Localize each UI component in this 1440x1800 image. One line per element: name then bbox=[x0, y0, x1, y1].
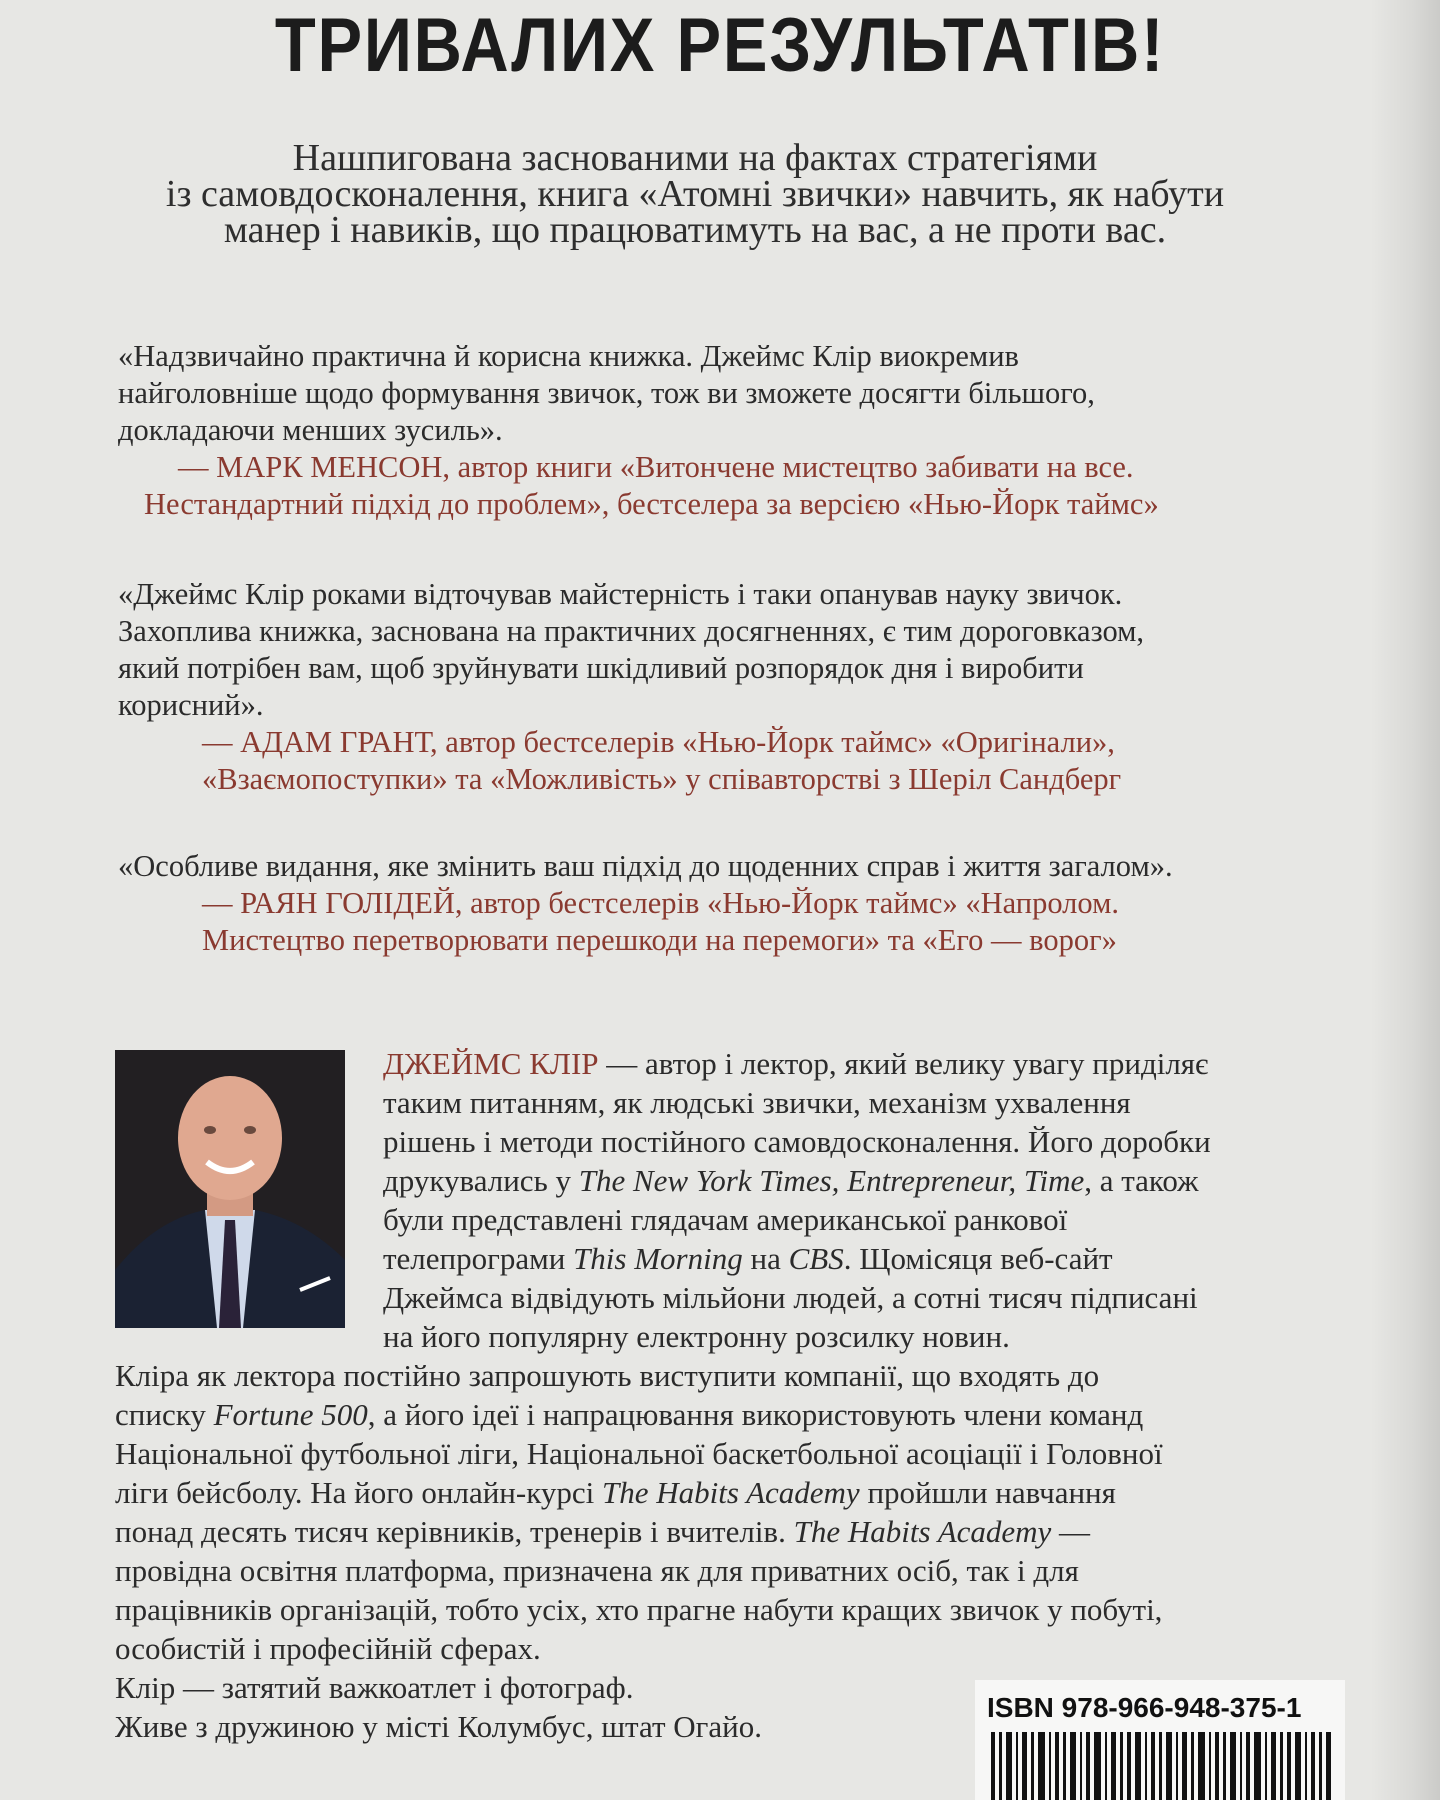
bio-italic-text: This Morning bbox=[573, 1241, 743, 1276]
quote-line: Захоплива книжка, заснована на практичних досягненнях, є тим дороговказом, bbox=[118, 614, 1145, 648]
bio-line: Національної футбольної ліги, Національної баскетбольної асоціації і Головної bbox=[115, 1436, 1163, 1471]
bio-text: на bbox=[742, 1241, 789, 1276]
bio-line bbox=[115, 1395, 1345, 1434]
quote-line: «Джеймс Клір роками відточував майстерність і таки опанував науку звичок. bbox=[118, 577, 1123, 611]
bio-text: , а його ідеї і напрацювання використовують члени команд bbox=[367, 1397, 1144, 1432]
quote-attribution: «Взаємопоступки» та «Можливість» у співавторстві з Шеріл Сандберг bbox=[202, 762, 1122, 796]
bio-text: — автор і лектор, який велику увагу приділяє bbox=[598, 1046, 1209, 1081]
review-quote-manson bbox=[118, 338, 1338, 523]
bio-italic-text: Fortune 500 bbox=[213, 1397, 368, 1432]
bio-line: провідна освітня платформа, призначена як для приватних осіб, так і для bbox=[115, 1553, 1079, 1588]
intro-line: із самовдосконалення, книга «Атомні звички» навчить, як набути bbox=[165, 173, 1225, 215]
bio-line: були представлені глядачам американської ранкової bbox=[383, 1202, 1068, 1237]
bio-line bbox=[115, 1044, 1345, 1083]
bio-line bbox=[115, 1239, 1345, 1278]
bio-line: таким питанням, як людські звички, механізм ухвалення bbox=[383, 1085, 1131, 1120]
bio-line: Джеймса відвідують мільйони людей, а сотні тисяч підписані bbox=[383, 1280, 1198, 1315]
quote-line: «Особливе видання, яке змінить ваш підхід до щоденних справ і життя загалом». bbox=[118, 849, 1173, 883]
quote-attribution: — РАЯН ГОЛІДЕЙ, автор бестселерів «Нью-Йорк таймс» «Напролом. bbox=[202, 886, 1119, 920]
quote-attribution: — АДАМ ГРАНТ, автор бестселерів «Нью-Йорк таймс» «Оригінали», bbox=[202, 725, 1115, 759]
bio-text: , а також bbox=[1084, 1163, 1199, 1198]
intro-line: манер і навиків, що працюватимуть на вас, а не проти вас. bbox=[223, 209, 1167, 251]
isbn-label: ISBN 978-966-948-375-1 bbox=[987, 1692, 1302, 1723]
quote-line: найголовніше щодо формування звичок, тож ви зможете досягти більшого, bbox=[118, 376, 1095, 410]
bio-text: телепрограми bbox=[383, 1241, 574, 1276]
bio-line: працівників організацій, тобто усіх, хто прагне набути кращих звичок у побуті, bbox=[115, 1592, 1163, 1627]
headline: ТРИВАЛИХ РЕЗУЛЬТАТІВ! bbox=[274, 3, 1166, 88]
bio-line: на його популярну електронну розсилку новин. bbox=[383, 1319, 1010, 1354]
barcode-icon bbox=[991, 1732, 1331, 1800]
intro-paragraph bbox=[110, 137, 1280, 251]
spine-shadow bbox=[1370, 0, 1440, 1800]
review-quote-holiday bbox=[118, 848, 1338, 959]
barcode-area bbox=[975, 1680, 1345, 1800]
bio-italic-text: The Habits Academy bbox=[601, 1475, 860, 1510]
intro-line: Нашпигована заснованими на фактах стратегіями bbox=[292, 137, 1098, 179]
quote-line: який потрібен вам, щоб зруйнувати шкідливий розпорядок дня і виробити bbox=[118, 651, 1084, 685]
bio-text: списку bbox=[115, 1397, 214, 1432]
bio-text: друкувались у bbox=[383, 1163, 579, 1198]
quote-attribution: Мистецтво перетворювати перешкоди на перемоги» та «Его — ворог» bbox=[202, 923, 1117, 957]
bio-line: Живе з дружиною у місті Колумбус, штат Огайо. bbox=[115, 1709, 762, 1744]
bio-text: ліги бейсболу. На його онлайн-курсі bbox=[115, 1475, 602, 1510]
bio-line: рішень і методи постійного самовдосконалення. Його доробки bbox=[383, 1124, 1211, 1159]
quote-line: корисний». bbox=[118, 688, 264, 722]
bio-text: — bbox=[1051, 1514, 1091, 1549]
bio-line: особистій і професійній сферах. bbox=[115, 1631, 541, 1666]
bio-line bbox=[115, 1473, 1345, 1512]
quote-line: докладаючи менших зусиль». bbox=[118, 413, 503, 447]
bio-text: . Щомісяця веб-сайт bbox=[843, 1241, 1113, 1276]
bio-line: Клір — затятий важкоатлет і фотограф. bbox=[115, 1670, 634, 1705]
review-quote-grant bbox=[118, 576, 1338, 798]
bio-text: понад десять тисяч керівників, тренерів і вчителів. bbox=[115, 1514, 794, 1549]
author-bio bbox=[115, 1044, 1345, 1746]
bio-text: пройшли навчання bbox=[859, 1475, 1116, 1510]
bio-line: Кліра як лектора постійно запрошують виступити компанії, що входять до bbox=[115, 1358, 1100, 1393]
bio-italic-text: The Habits Academy bbox=[793, 1514, 1052, 1549]
bio-line bbox=[115, 1512, 1345, 1551]
author-name: ДЖЕЙМС КЛІР bbox=[383, 1046, 599, 1081]
bio-line bbox=[115, 1161, 1345, 1200]
bio-italic-text: CBS bbox=[788, 1241, 844, 1276]
quote-attribution: Нестандартний підхід до проблем», бестселера за версією «Нью-Йорк таймс» bbox=[144, 487, 1159, 521]
bio-italic-text: The New York Times, Entrepreneur, Time bbox=[578, 1163, 1085, 1198]
quote-attribution: — МАРК МЕНСОН, автор книги «Витончене мистецтво забивати на все. bbox=[178, 450, 1134, 484]
quote-line: «Надзвичайно практична й корисна книжка. Джеймс Клір виокремив bbox=[118, 339, 1019, 373]
